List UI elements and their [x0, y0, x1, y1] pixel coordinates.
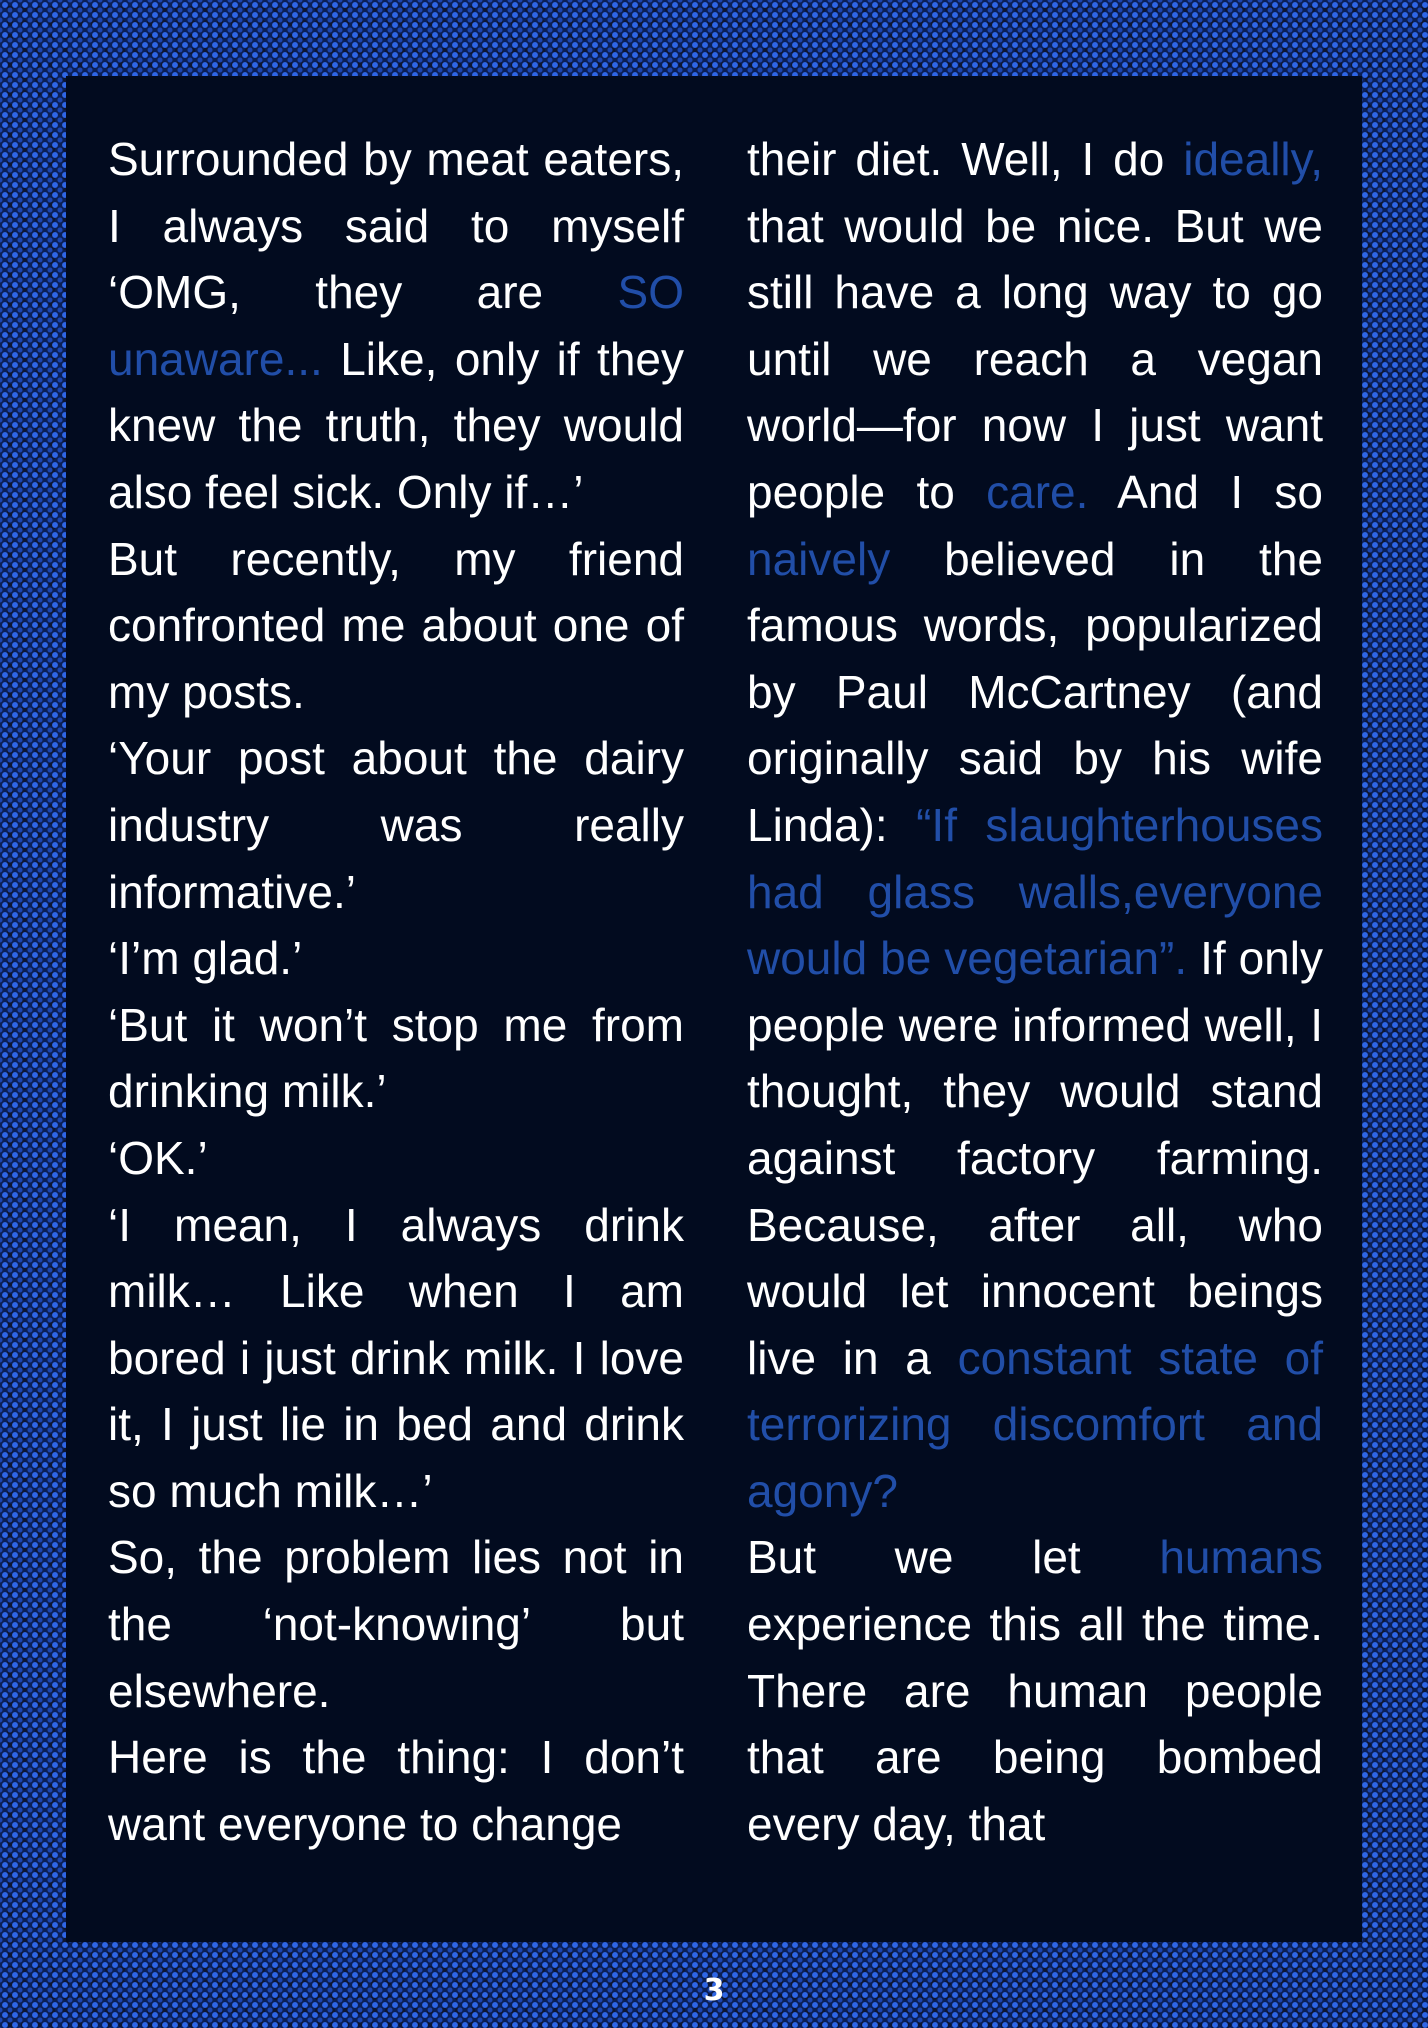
text-run: their diet. Well, I do [747, 133, 1184, 185]
right-column [747, 126, 1323, 1857]
text-run: And I so [1088, 465, 1323, 518]
text-panel [66, 76, 1362, 1942]
paragraph: ‘I mean, I always drink milk… Like when I am bored i just drink milk. I love it, I just lie in bed and drink so much milk…’ [108, 1198, 684, 1517]
text-run: Surrounded by meat eaters, I always said to myself ‘OMG, they are [108, 133, 684, 319]
highlighted-text: ideally, [1183, 133, 1323, 185]
paragraph [747, 1524, 1323, 1857]
text-run: Like, only if they knew the truth, they would also feel sick. Only if…’ [108, 332, 684, 518]
paragraph: ‘But it won’t stop me from drinking milk.’ [108, 998, 684, 1118]
highlighted-text: humans [1159, 1531, 1323, 1584]
text-run: that would be nice. But we still have a long way to go until we reach a vegan world—for now I just want people to [747, 199, 1323, 518]
paragraph: But recently, my friend confronted me about one of my posts. [108, 532, 684, 718]
highlighted-text: constant state of terrorizing discomfort and agony? [747, 1331, 1324, 1517]
paragraph: Here is the thing: I don’t want everyone to change [108, 1731, 684, 1850]
paragraph: ‘I’m glad.’ [108, 932, 303, 985]
paragraph [747, 126, 1323, 1524]
highlighted-text: naively [747, 532, 891, 585]
text-run: believed in the famous words, popularized by Paul McCartney (and originally said by his wife Linda): [747, 532, 1323, 851]
paragraph: So, the problem lies not in the ‘not-knowing’ but elsewhere. [108, 1531, 684, 1717]
highlighted-text: care. [986, 465, 1089, 518]
text-run: If only people were informed well, I thought, they would stand against factory farming. Because, after all, who would let innocent beings live in a [747, 932, 1323, 1384]
highlighted-text: SO unaware... [108, 266, 684, 385]
text-run: But we let [747, 1531, 1160, 1584]
paragraph: ‘Your post about the dairy industry was really informative.’ [108, 732, 684, 918]
paragraph [108, 126, 684, 526]
highlighted-quote: “If slaughterhouses had glass walls,everyone would be vegetarian”. [747, 798, 1323, 985]
page-number: 3 [703, 1973, 725, 2008]
left-column [108, 126, 684, 1857]
text-run: experience this all the time. There are human people that are being bombed every day, that [747, 1598, 1323, 1850]
paragraph: ‘OK.’ [108, 1131, 208, 1184]
